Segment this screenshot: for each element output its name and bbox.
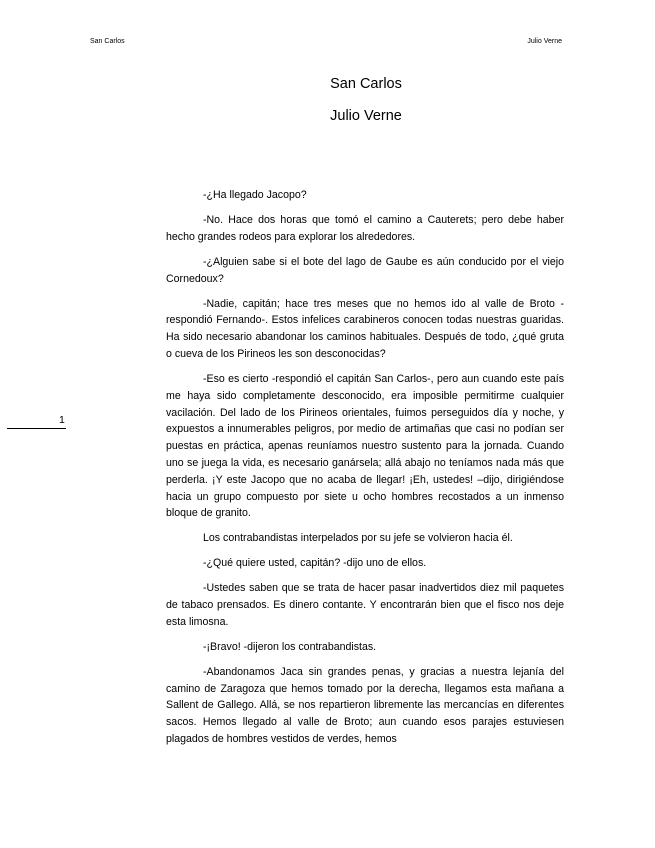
paragraph: -¿Alguien sabe si el bote del lago de Gaube es aún conducido por el viejo Cornedoux?	[166, 255, 564, 285]
document-title: San Carlos	[330, 76, 402, 92]
paragraph: -Eso es cierto -respondió el capitán San Carlos-, pero aun cuando este país me haya sido completamente desconocido, era imposible permitirme cualquier vacilación. Del lado de los Pirineos orientales, fuimos perseguidos día y noche, y expuestos a innumerables peligros, por medio de artimañas que casi no podían ser puestas en práctica, apenas reuníamos nuestro sustento para la jornada. Cuando uno se juega la vida, es necesario ganársela; allá abajo no teníamos nada más que perderla. ¡Y este Jacopo que no acaba de llegar! ¡Eh, ustedes! –dijo, dirigiéndose hacia un grupo compuesto por siete u ocho hombres recostados a un inmenso bloque de granito.	[166, 372, 564, 520]
paragraph: -¡Bravo! -dijeron los contrabandistas.	[203, 640, 377, 653]
running-header-title: San Carlos	[90, 38, 125, 45]
paragraph: -Ustedes saben que se trata de hacer pasar inadvertidos diez mil paquetes de tabaco prensados. Es dinero contante. Y encontrarán bien que el fisco nos deje esta limosna.	[166, 582, 564, 628]
document-author: Julio Verne	[330, 108, 402, 124]
paragraph: -¿Qué quiere usted, capitán? -dijo uno de ellos.	[203, 557, 427, 570]
page-number: 1	[59, 414, 65, 426]
margin-rule	[7, 428, 66, 429]
paragraph: -¿Ha llegado Jacopo?	[203, 189, 307, 201]
running-header-author: Julio Verne	[527, 38, 562, 45]
paragraph: -Nadie, capitán; hace tres meses que no hemos ido al valle de Broto -respondió Fernando-. Estos infelices carabineros conocen todas nuestras guaridas. Ha sido necesario abandonar los caminos habituales. Después de todo, ¿qué gruta o cueva de los Pirineos les son desconocidas?	[166, 297, 564, 360]
paragraph: Los contrabandistas interpelados por su jefe se volvieron hacia él.	[203, 532, 513, 545]
body-text	[166, 187, 564, 756]
paragraph: -No. Hace dos horas que tomó el camino a Cauterets; pero debe haber hecho grandes rodeos para explorar los alrededores.	[166, 213, 564, 243]
paragraph: -Abandonamos Jaca sin grandes penas, y gracias a nuestra lejanía del camino de Zaragoza que hemos tomado por la derecha, llegamos esta mañana a Sallent de Gallego. Allá, se nos repartieron libremente las mercancías en diferentes sacos. Hemos llegado al valle de Broto; aun cuando esos parajes estuviesen plagados de hombres vestidos de verdes, hemos	[166, 665, 564, 745]
